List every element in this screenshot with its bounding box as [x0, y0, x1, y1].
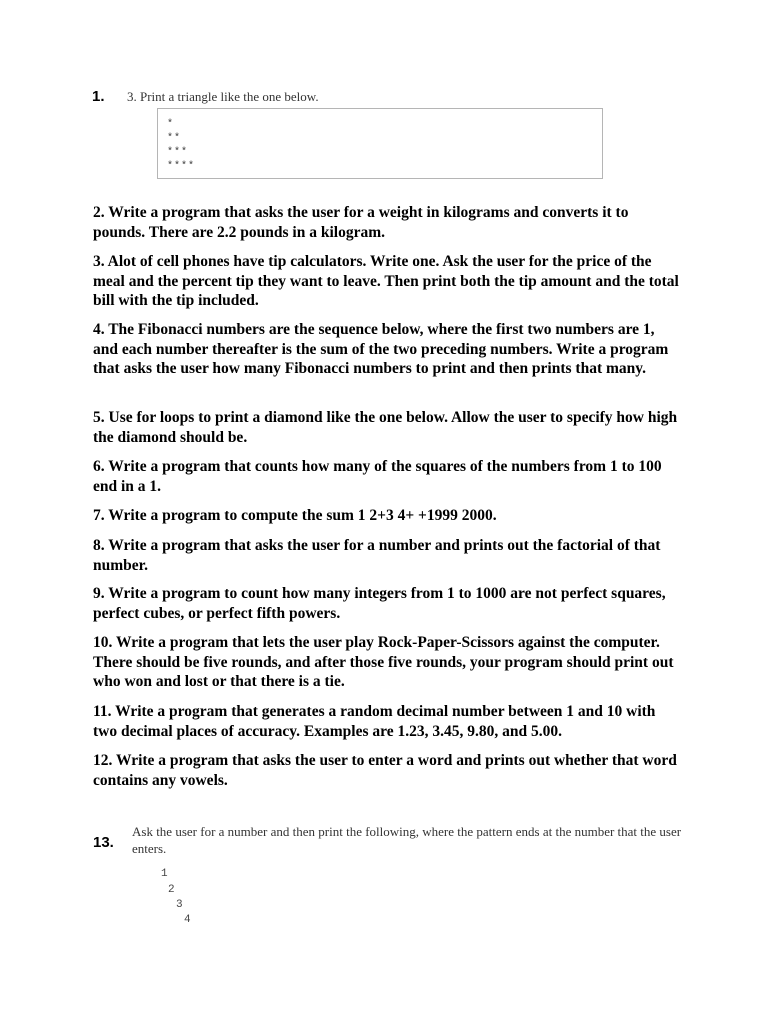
- question-9: 9. Write a program to count how many integers from 1 to 1000 are not perfect squares, perfect cubes, or perfect fifth powers.: [93, 585, 666, 622]
- question-6: 6. Write a program that counts how many of the squares of the numbers from 1 to 100 end in a 1.: [93, 458, 662, 495]
- pattern-line: 2: [168, 884, 175, 896]
- question-11: 11. Write a program that generates a random decimal number between 1 and 10 with two decimal places of accuracy. Examples are 1.23, 3.45, 9.80, and 5.00.: [93, 703, 656, 740]
- question-7: 7. Write a program to compute the sum 1 2+3 4+ +1999 2000.: [93, 507, 497, 524]
- pattern-line: 3: [176, 899, 183, 911]
- pattern-line: 1: [161, 868, 168, 880]
- triangle-row: ***: [167, 147, 189, 158]
- question-5: 5. Use for loops to print a diamond like the one below. Allow the user to specify how high the diamond should be.: [93, 409, 678, 446]
- question-2: 2. Write a program that asks the user for a weight in kilograms and converts it to pounds. There are 2.2 pounds in a kilogram.: [93, 204, 629, 241]
- triangle-row: *: [167, 119, 175, 130]
- question-13-text: Ask the user for a number and then print the following, where the pattern ends at the number that the user enters.: [132, 824, 682, 856]
- triangle-row: **: [167, 133, 182, 144]
- triangle-row: ****: [167, 161, 196, 172]
- question-13-number: 13.: [93, 834, 114, 851]
- question-3: 3. Alot of cell phones have tip calculators. Write one. Ask the user for the price of the meal and the percent tip they want to leave. Then print both the tip amount and the total bill with the tip included.: [93, 253, 679, 310]
- question-1-text: 3. Print a triangle like the one below.: [127, 89, 319, 104]
- question-10: 10. Write a program that lets the user play Rock-Paper-Scissors against the computer. There should be five rounds, and after those five rounds, your program should print out who won and lost or that there is a tie.: [93, 634, 674, 691]
- question-4: 4. The Fibonacci numbers are the sequence below, where the first two numbers are 1, and each number thereafter is the sum of the two preceding numbers. Write a program that asks the user how many Fibonacci numbers to print and then prints that many.: [93, 321, 669, 378]
- question-12: 12. Write a program that asks the user to enter a word and prints out whether that word contains any vowels.: [93, 752, 677, 789]
- question-1-number: 1.: [92, 88, 105, 105]
- pattern-line: 4: [184, 914, 191, 926]
- question-8: 8. Write a program that asks the user for a number and prints out the factorial of that number.: [93, 537, 661, 574]
- triangle-example-box: [157, 108, 603, 179]
